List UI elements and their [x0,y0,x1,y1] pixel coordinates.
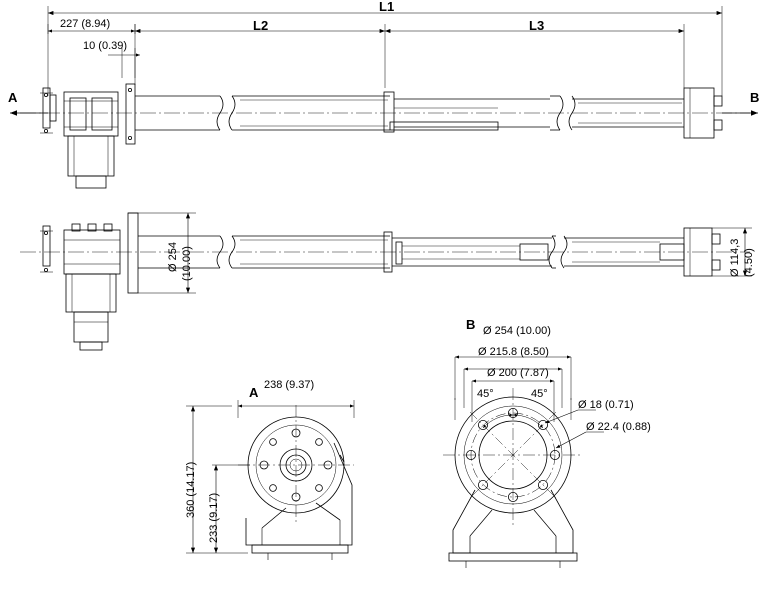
diameter-254-side-line2: (10.00) [181,246,193,281]
diameter-254-flange: Ø 254 (10.00) [483,325,551,337]
view-label-a: A [249,385,259,400]
bottom-elevation-view [20,213,752,350]
dimension-238: 238 (9.37) [264,379,315,391]
dimension-l3: L3 [529,18,545,33]
dimension-l1: L1 [379,0,395,14]
dimension-360: 360 (14.17) [185,461,197,518]
angle-45-right: 45° [531,388,548,400]
diameter-18: Ø 18 (0.71) [578,399,634,411]
dimension-l2: L2 [253,18,269,33]
top-elevation-view [10,6,758,188]
diameter-254-side-line1: Ø 254 [167,242,179,272]
dimension-10: 10 (0.39) [83,40,128,52]
diameter-114-line1: Ø 114,3 [729,238,741,277]
diameter-215-8: Ø 215.8 (8.50) [478,346,549,358]
diameter-22-4: Ø 22.4 (0.88) [586,421,651,433]
view-label-b: B [466,317,476,332]
dimension-227: 227 (8.94) [60,18,111,30]
dimension-233: 233 (9.17) [208,492,220,543]
diameter-200: Ø 200 (7.87) [487,367,549,379]
angle-45-left: 45° [477,388,494,400]
section-marker-a-left: A [8,90,18,105]
section-marker-b-right: B [750,90,760,105]
diameter-114-line2: (4.50) [743,248,755,277]
view-b-flange-face [443,357,604,568]
